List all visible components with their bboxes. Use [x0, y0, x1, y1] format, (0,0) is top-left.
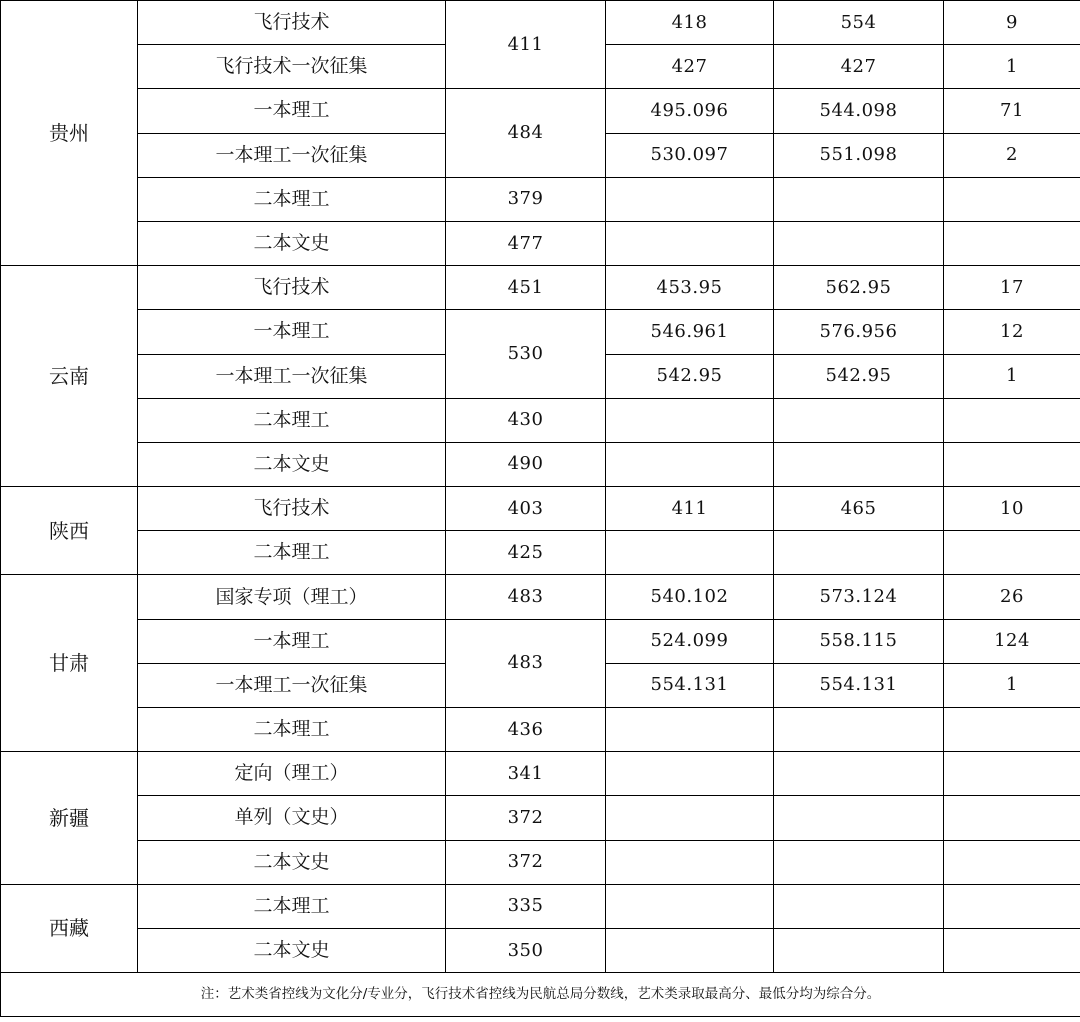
empty-cell [774, 442, 944, 486]
control-line-cell: 403 [446, 487, 606, 531]
table-row [1, 796, 1080, 840]
empty-cell [606, 752, 774, 796]
empty-cell [774, 796, 944, 840]
score-cell: 551.098 [774, 133, 944, 177]
score-cell: 411 [606, 487, 774, 531]
table-note: 注：艺术类省控线为文化分/专业分，飞行技术省控线为民航总局分数线，艺术类录取最高分、最低分均为综合分。 [1, 973, 1080, 1017]
table-row [1, 575, 1080, 619]
table-row [1, 928, 1080, 972]
province-cell: 甘肃 [1, 575, 138, 752]
count-cell: 10 [944, 487, 1080, 531]
province-cell: 贵州 [1, 1, 138, 266]
empty-cell [944, 796, 1080, 840]
major-cell: 二本理工 [138, 884, 446, 928]
empty-cell [944, 840, 1080, 884]
score-cell: 554 [774, 1, 944, 45]
empty-cell [606, 884, 774, 928]
province-cell: 陕西 [1, 487, 138, 575]
empty-cell [606, 398, 774, 442]
count-cell: 17 [944, 266, 1080, 310]
count-cell: 1 [944, 354, 1080, 398]
major-cell: 一本理工一次征集 [138, 354, 446, 398]
empty-cell [944, 531, 1080, 575]
empty-cell [606, 442, 774, 486]
score-cell: 542.95 [774, 354, 944, 398]
empty-cell [606, 840, 774, 884]
province-cell: 云南 [1, 266, 138, 487]
control-line-cell: 484 [446, 89, 606, 177]
major-cell: 二本理工 [138, 708, 446, 752]
table-row [1, 619, 1080, 663]
empty-cell [944, 928, 1080, 972]
table-row [1, 840, 1080, 884]
control-line-cell: 372 [446, 796, 606, 840]
empty-cell [944, 177, 1080, 221]
score-cell: 554.131 [606, 663, 774, 707]
control-line-cell: 530 [446, 310, 606, 398]
table-row [1, 708, 1080, 752]
score-cell: 558.115 [774, 619, 944, 663]
empty-cell [944, 752, 1080, 796]
table-row [1, 398, 1080, 442]
table-row [1, 752, 1080, 796]
empty-cell [606, 708, 774, 752]
major-cell: 二本文史 [138, 221, 446, 265]
major-cell: 单列（文史） [138, 796, 446, 840]
count-cell: 71 [944, 89, 1080, 133]
major-cell: 二本理工 [138, 177, 446, 221]
count-cell: 1 [944, 663, 1080, 707]
count-cell: 1 [944, 45, 1080, 89]
major-cell: 一本理工一次征集 [138, 133, 446, 177]
control-line-cell: 335 [446, 884, 606, 928]
major-cell: 飞行技术 [138, 487, 446, 531]
score-cell: 418 [606, 1, 774, 45]
major-cell: 一本理工 [138, 89, 446, 133]
score-cell: 562.95 [774, 266, 944, 310]
empty-cell [774, 531, 944, 575]
table-row [1, 89, 1080, 133]
count-cell: 9 [944, 1, 1080, 45]
empty-cell [944, 884, 1080, 928]
control-line-cell: 483 [446, 575, 606, 619]
table-row [1, 1, 1080, 45]
count-cell: 26 [944, 575, 1080, 619]
score-cell: 524.099 [606, 619, 774, 663]
score-cell: 544.098 [774, 89, 944, 133]
major-cell: 飞行技术一次征集 [138, 45, 446, 89]
score-cell: 465 [774, 487, 944, 531]
table-row [1, 531, 1080, 575]
control-line-cell: 372 [446, 840, 606, 884]
empty-cell [944, 398, 1080, 442]
score-cell: 546.961 [606, 310, 774, 354]
empty-cell [774, 752, 944, 796]
control-line-cell: 341 [446, 752, 606, 796]
score-cell: 576.956 [774, 310, 944, 354]
table-row [1, 177, 1080, 221]
count-cell: 124 [944, 619, 1080, 663]
table-row [1, 884, 1080, 928]
empty-cell [606, 928, 774, 972]
major-cell: 定向（理工） [138, 752, 446, 796]
control-line-cell: 483 [446, 619, 606, 707]
control-line-cell: 379 [446, 177, 606, 221]
empty-cell [774, 840, 944, 884]
major-cell: 一本理工 [138, 310, 446, 354]
major-cell: 一本理工一次征集 [138, 663, 446, 707]
major-cell: 飞行技术 [138, 1, 446, 45]
empty-cell [774, 708, 944, 752]
empty-cell [774, 177, 944, 221]
province-cell: 新疆 [1, 752, 138, 885]
control-line-cell: 350 [446, 928, 606, 972]
empty-cell [774, 884, 944, 928]
count-cell: 2 [944, 133, 1080, 177]
major-cell: 一本理工 [138, 619, 446, 663]
table-row [1, 487, 1080, 531]
score-cell: 495.096 [606, 89, 774, 133]
score-cell: 530.097 [606, 133, 774, 177]
empty-cell [606, 221, 774, 265]
empty-cell [774, 928, 944, 972]
score-cell: 427 [774, 45, 944, 89]
score-cell: 453.95 [606, 266, 774, 310]
empty-cell [606, 177, 774, 221]
empty-cell [944, 221, 1080, 265]
table-row [1, 266, 1080, 310]
score-cell: 573.124 [774, 575, 944, 619]
empty-cell [774, 398, 944, 442]
control-line-cell: 477 [446, 221, 606, 265]
major-cell: 国家专项（理工） [138, 575, 446, 619]
control-line-cell: 490 [446, 442, 606, 486]
control-line-cell: 430 [446, 398, 606, 442]
empty-cell [606, 796, 774, 840]
major-cell: 二本文史 [138, 442, 446, 486]
major-cell: 二本文史 [138, 840, 446, 884]
table-row [1, 221, 1080, 265]
empty-cell [944, 708, 1080, 752]
score-cell: 540.102 [606, 575, 774, 619]
empty-cell [606, 531, 774, 575]
major-cell: 飞行技术 [138, 266, 446, 310]
table-row [1, 442, 1080, 486]
control-line-cell: 451 [446, 266, 606, 310]
major-cell: 二本理工 [138, 398, 446, 442]
province-cell: 西藏 [1, 884, 138, 972]
empty-cell [944, 442, 1080, 486]
control-line-cell: 411 [446, 1, 606, 89]
table-row [1, 310, 1080, 354]
major-cell: 二本文史 [138, 928, 446, 972]
note-row [1, 973, 1080, 1017]
major-cell: 二本理工 [138, 531, 446, 575]
control-line-cell: 425 [446, 531, 606, 575]
count-cell: 12 [944, 310, 1080, 354]
empty-cell [774, 221, 944, 265]
control-line-cell: 436 [446, 708, 606, 752]
score-cell: 427 [606, 45, 774, 89]
score-cell: 542.95 [606, 354, 774, 398]
score-cell: 554.131 [774, 663, 944, 707]
